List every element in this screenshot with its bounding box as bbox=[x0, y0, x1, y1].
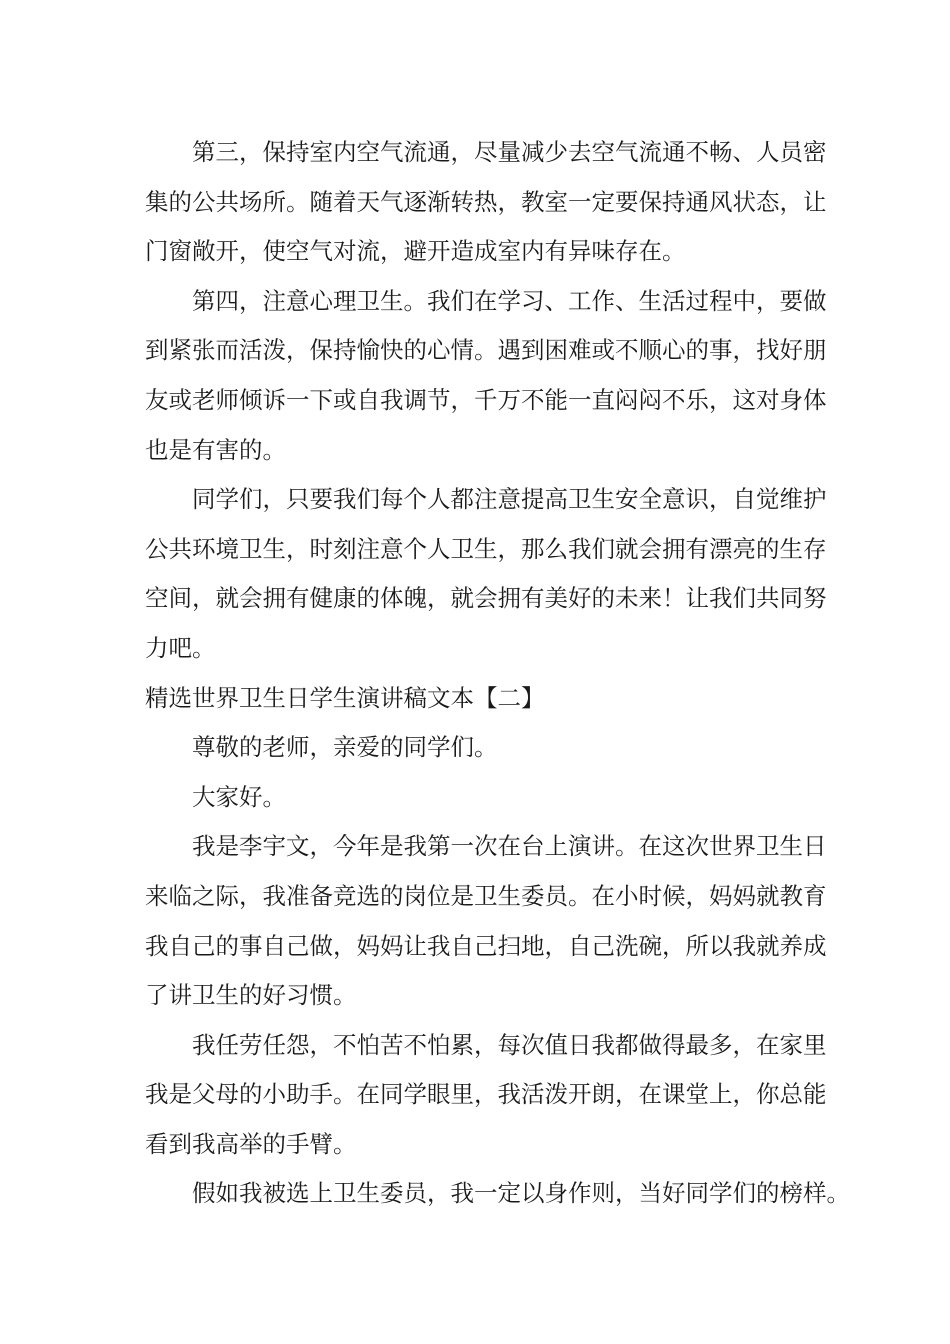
text-line: 第三，保持室内空气流通，尽量减少去空气流通不畅、人员密 bbox=[192, 138, 827, 166]
text-line: 我是李宇文，今年是我第一次在台上演讲。在这次世界卫生日 bbox=[192, 832, 827, 861]
text-line: 我自己的事自己做，妈妈让我自己扫地，自己洗碗，所以我就养成 bbox=[145, 931, 827, 960]
text-line: 来临之际，我准备竞选的岗位是卫生委员。在小时候，妈妈就教育 bbox=[145, 881, 827, 910]
text-line: 同学们，只要我们每个人都注意提高卫生安全意识，自觉维护 bbox=[192, 485, 827, 514]
text-line: 门窗敞开，使空气对流，避开造成室内有异味存在。 bbox=[145, 237, 686, 266]
paragraph-hello bbox=[145, 773, 825, 823]
text-line: 了讲卫生的好习惯。 bbox=[145, 981, 357, 1010]
paragraph-if-elected bbox=[145, 1169, 850, 1219]
text-line: 友或老师倾诉一下或自我调节，千万不能一直闷闷不乐，这对身体 bbox=[145, 385, 827, 414]
text-line: 也是有害的。 bbox=[145, 435, 286, 464]
text-line: 公共环境卫生，时刻注意个人卫生，那么我们就会拥有漂亮的生存 bbox=[145, 534, 827, 563]
text-line: 尊敬的老师，亲爱的同学们。 bbox=[192, 733, 498, 762]
text-line: 我是父母的小助手。在同学眼里，我活泼开朗，在课堂上，你总能 bbox=[145, 1080, 827, 1109]
text-line: 到紧张而活泼，保持愉快的心情。遇到困难或不顺心的事，找好朋 bbox=[145, 336, 827, 365]
text-line: 假如我被选上卫生委员，我一定以身作则，当好同学们的榜样。 bbox=[192, 1179, 850, 1208]
text-line: 空间，就会拥有健康的体魄，就会拥有美好的未来！让我们共同努 bbox=[145, 584, 827, 613]
document-body bbox=[145, 128, 850, 1219]
section-heading: 精选世界卫生日学生演讲稿文本【二】 bbox=[145, 683, 545, 712]
paragraph-third bbox=[145, 128, 825, 277]
text-line: 力吧。 bbox=[145, 633, 216, 662]
paragraph-hardworking bbox=[145, 1021, 825, 1170]
text-line: 第四，注意心理卫生。我们在学习、工作、生活过程中，要做 bbox=[192, 286, 827, 315]
text-line: 我任劳任怨，不怕苦不怕累，每次值日我都做得最多，在家里 bbox=[192, 1030, 827, 1059]
paragraph-fourth bbox=[145, 277, 825, 475]
paragraph-greeting bbox=[145, 723, 825, 773]
paragraph-intro bbox=[145, 822, 825, 1020]
paragraph-classmates bbox=[145, 475, 825, 673]
text-line: 大家好。 bbox=[192, 782, 286, 811]
text-line: 集的公共场所。随着天气逐渐转热，教室一定要保持通风状态，让 bbox=[145, 187, 827, 216]
text-line: 看到我高举的手臂。 bbox=[145, 1129, 357, 1158]
